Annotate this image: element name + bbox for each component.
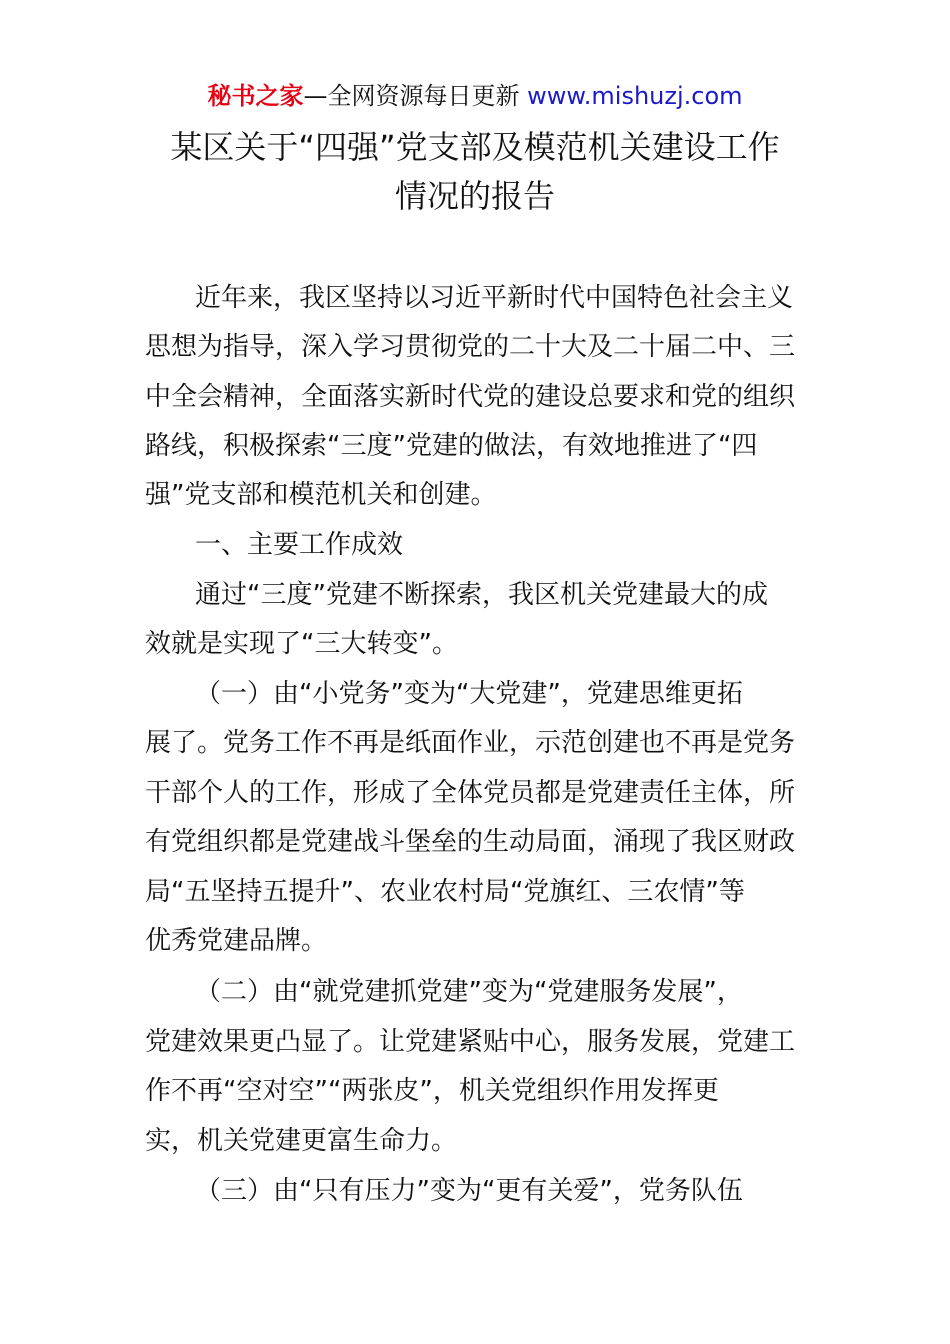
body-line: 党建效果更凸显了。让党建紧贴中心，服务发展，党建工 (145, 1027, 796, 1057)
body-line: 干部个人的工作，形成了全体党员都是党建责任主体，所 (145, 778, 796, 808)
site-header (0, 80, 950, 112)
site-tagline: —全网资源每日更新 (303, 82, 520, 110)
body-line: 局“五坚持五提升”、农业农村局“党旗红、三农情”等 (145, 877, 745, 907)
body-line: 展了。党务工作不再是纸面作业，示范创建也不再是党务 (145, 728, 796, 758)
document-title-line-2: 情况的报告 (394, 177, 555, 215)
site-url[interactable]: www.mishuzj.com (527, 82, 743, 110)
body-line: 路线，积极探索“三度”党建的做法，有效地推进了“四 (145, 431, 758, 461)
body-line: （一）由“小党务”变为“大党建”，党建思维更拓 (195, 679, 743, 709)
body-line: 实，机关党建更富生命力。 (145, 1126, 458, 1156)
body-line: 作不再“空对空”“两张皮”，机关党组织作用发挥更 (145, 1076, 719, 1106)
body-line: 有党组织都是党建战斗堡垒的生动局面，涌现了我区财政 (145, 827, 796, 857)
body-line: 中全会精神，全面落实新时代党的建设总要求和党的组织 (145, 382, 796, 412)
document-title-line-1: 某区关于“四强”党支部及模范机关建设工作 (170, 128, 780, 166)
site-brand: 秘书之家 (207, 82, 304, 110)
body-line: 近年来，我区坚持以习近平新时代中国特色社会主义 (195, 283, 794, 313)
body-line: （三）由“只有压力”变为“更有关爱”，党务队伍 (195, 1176, 743, 1206)
section-heading: 一、主要工作成效 (195, 530, 404, 560)
body-line: （二）由“就党建抓党建”变为“党建服务发展”， (195, 977, 743, 1007)
body-line: 强”党支部和模范机关和创建。 (145, 480, 497, 510)
body-line: 通过“三度”党建不断探索，我区机关党建最大的成 (195, 580, 768, 610)
body-line: 优秀党建品牌。 (145, 926, 328, 956)
body-line: 思想为指导，深入学习贯彻党的二十大及二十届二中、三 (145, 332, 796, 362)
body-line: 效就是实现了“三大转变”。 (145, 629, 458, 659)
